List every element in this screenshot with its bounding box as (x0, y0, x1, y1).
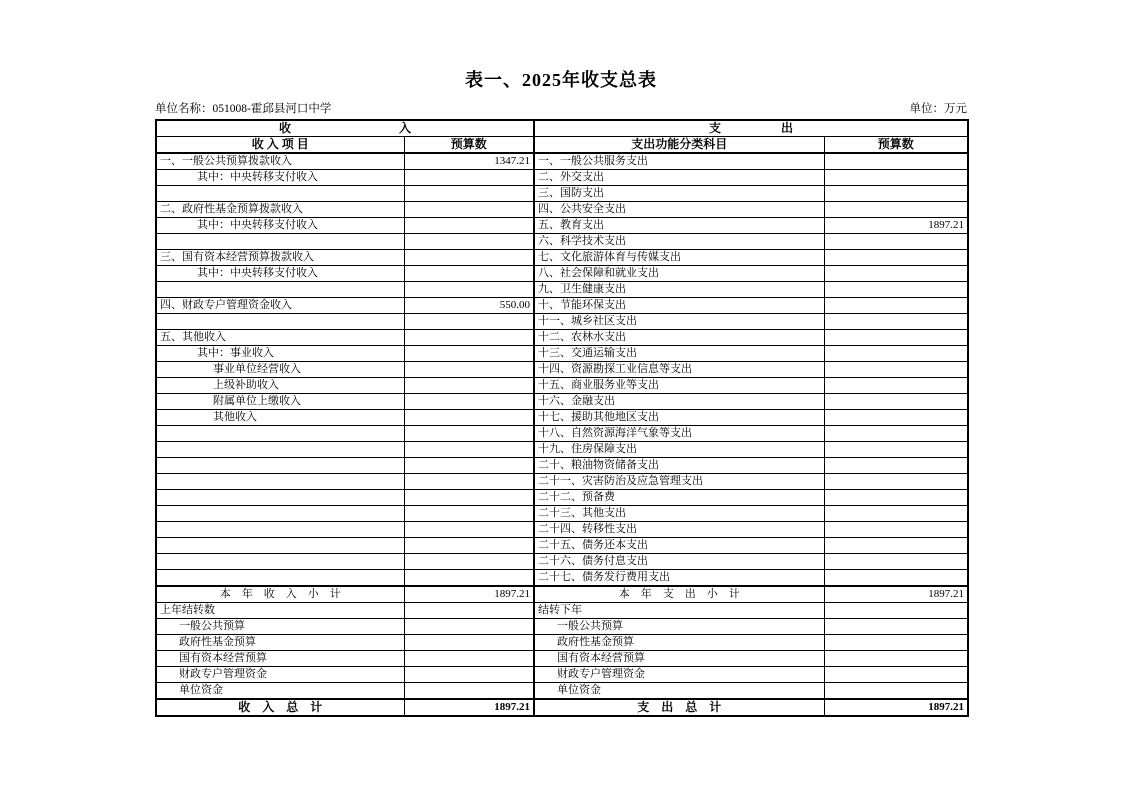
income-carryover-cell: 财政专户管理资金 (156, 667, 404, 683)
table-row (156, 170, 968, 186)
expense-item-cell: 二十七、债务发行费用支出 (534, 570, 824, 587)
income-budget-cell (404, 330, 534, 346)
expense-item-cell: 七、文化旅游体育与传媒支出 (534, 250, 824, 266)
expense-carryover-value (824, 683, 968, 700)
carryover-row (156, 635, 968, 651)
income-total-label: 收 入 总 计 (156, 699, 404, 716)
income-budget-cell (404, 234, 534, 250)
expense-item-cell: 二十五、债务还本支出 (534, 538, 824, 554)
table-row (156, 346, 968, 362)
income-item-cell (156, 314, 404, 330)
table-row (156, 442, 968, 458)
expense-item-cell: 十九、住房保障支出 (534, 442, 824, 458)
expense-item-header: 支出功能分类科目 (534, 137, 824, 154)
expense-carryover-cell: 一般公共预算 (534, 619, 824, 635)
expense-item-cell: 十四、资源勘探工业信息等支出 (534, 362, 824, 378)
expense-item-cell: 二十三、其他支出 (534, 506, 824, 522)
income-carryover-cell: 国有资本经营预算 (156, 651, 404, 667)
expense-subtotal-value: 1897.21 (824, 586, 968, 603)
table-row (156, 474, 968, 490)
income-item-cell: 其中：中央转移支付收入 (156, 266, 404, 282)
income-budget-cell (404, 410, 534, 426)
income-budget-cell (404, 394, 534, 410)
expense-item-cell: 二、外交支出 (534, 170, 824, 186)
income-item-cell (156, 570, 404, 587)
table-row (156, 330, 968, 346)
income-item-cell: 五、其他收入 (156, 330, 404, 346)
table-row (156, 538, 968, 554)
carryover-row (156, 667, 968, 683)
expense-item-cell: 二十六、债务付息支出 (534, 554, 824, 570)
income-carryover-value (404, 603, 534, 619)
table-row (156, 282, 968, 298)
expense-item-cell: 十七、援助其他地区支出 (534, 410, 824, 426)
income-item-cell (156, 458, 404, 474)
table-row (156, 554, 968, 570)
table-row (156, 266, 968, 282)
unit-name-label: 单位名称：051008-霍邱县河口中学 (155, 103, 332, 115)
income-budget-cell (404, 346, 534, 362)
income-item-cell: 一、一般公共预算拨款收入 (156, 153, 404, 170)
expense-budget-cell (824, 314, 968, 330)
income-item-cell (156, 186, 404, 202)
expense-budget-cell (824, 506, 968, 522)
expense-budget-cell (824, 250, 968, 266)
expense-budget-cell (824, 426, 968, 442)
carryover-row (156, 683, 968, 700)
expense-budget-cell (824, 346, 968, 362)
income-budget-cell (404, 506, 534, 522)
column-header-row (156, 137, 968, 154)
income-budget-cell: 550.00 (404, 298, 534, 314)
income-budget-cell (404, 362, 534, 378)
expense-item-cell: 十一、城乡社区支出 (534, 314, 824, 330)
expense-item-cell: 十二、农林水支出 (534, 330, 824, 346)
expense-item-cell: 十八、自然资源海洋气象等支出 (534, 426, 824, 442)
expense-budget-cell (824, 266, 968, 282)
income-budget-cell (404, 538, 534, 554)
expense-total-value: 1897.21 (824, 699, 968, 716)
income-item-cell (156, 474, 404, 490)
income-carryover-value (404, 635, 534, 651)
expense-budget-cell (824, 458, 968, 474)
expense-item-cell: 二十、粮油物资储备支出 (534, 458, 824, 474)
income-item-cell (156, 426, 404, 442)
table-row (156, 202, 968, 218)
income-item-cell (156, 538, 404, 554)
table-row (156, 522, 968, 538)
income-item-header: 收 入 项 目 (156, 137, 404, 154)
group-header-row (156, 120, 968, 137)
expense-budget-cell (824, 298, 968, 314)
expense-budget-cell (824, 153, 968, 170)
table-row (156, 314, 968, 330)
income-carryover-value (404, 667, 534, 683)
expense-budget-cell (824, 282, 968, 298)
table-row (156, 250, 968, 266)
income-budget-cell (404, 554, 534, 570)
income-item-cell: 事业单位经营收入 (156, 362, 404, 378)
expense-subtotal-label: 本 年 支 出 小 计 (534, 586, 824, 603)
table-row (156, 458, 968, 474)
income-carryover-value (404, 619, 534, 635)
table-row (156, 362, 968, 378)
table-row (156, 426, 968, 442)
table-row (156, 570, 968, 587)
expense-budget-cell (824, 362, 968, 378)
expense-item-cell: 三、国防支出 (534, 186, 824, 202)
expense-carryover-value (824, 651, 968, 667)
income-budget-cell (404, 458, 534, 474)
income-budget-cell (404, 570, 534, 587)
income-item-cell: 附属单位上缴收入 (156, 394, 404, 410)
income-item-cell (156, 490, 404, 506)
income-item-cell (156, 522, 404, 538)
income-budget-header: 预算数 (404, 137, 534, 154)
income-subtotal-label: 本 年 收 入 小 计 (156, 586, 404, 603)
income-item-cell: 三、国有资本经营预算拨款收入 (156, 250, 404, 266)
expense-budget-cell (824, 570, 968, 587)
table-row (156, 394, 968, 410)
expense-item-cell: 六、科学技术支出 (534, 234, 824, 250)
income-budget-cell (404, 378, 534, 394)
expense-item-cell: 二十四、转移性支出 (534, 522, 824, 538)
expense-item-cell: 九、卫生健康支出 (534, 282, 824, 298)
expense-carryover-cell: 政府性基金预算 (534, 635, 824, 651)
expense-item-cell: 十、节能环保支出 (534, 298, 824, 314)
expense-group-header: 支 出 (534, 120, 968, 137)
income-budget-cell (404, 170, 534, 186)
expense-carryover-cell: 单位资金 (534, 683, 824, 700)
income-item-cell (156, 442, 404, 458)
expense-item-cell: 二十二、预备费 (534, 490, 824, 506)
income-budget-cell (404, 218, 534, 234)
expense-budget-cell (824, 330, 968, 346)
carryover-row (156, 651, 968, 667)
income-item-cell: 四、财政专户管理资金收入 (156, 298, 404, 314)
table-row (156, 490, 968, 506)
income-item-cell: 其中：中央转移支付收入 (156, 170, 404, 186)
subtotal-body (156, 586, 968, 603)
expense-item-cell: 四、公共安全支出 (534, 202, 824, 218)
income-budget-cell (404, 266, 534, 282)
income-budget-cell (404, 442, 534, 458)
table-body (156, 153, 968, 586)
total-body (156, 699, 968, 716)
budget-summary-table (155, 119, 969, 717)
income-item-cell: 其中：事业收入 (156, 346, 404, 362)
expense-carryover-cell: 结转下年 (534, 603, 824, 619)
currency-unit-label: 单位：万元 (909, 103, 967, 115)
expense-budget-cell (824, 554, 968, 570)
meta-row (155, 99, 967, 116)
income-budget-cell (404, 490, 534, 506)
expense-item-cell: 二十一、灾害防治及应急管理支出 (534, 474, 824, 490)
expense-budget-cell (824, 474, 968, 490)
income-carryover-cell: 政府性基金预算 (156, 635, 404, 651)
expense-budget-header: 预算数 (824, 137, 968, 154)
expense-total-label: 支 出 总 计 (534, 699, 824, 716)
income-carryover-value (404, 651, 534, 667)
income-item-cell (156, 506, 404, 522)
table-row (156, 153, 968, 170)
expense-budget-cell (824, 522, 968, 538)
income-budget-cell (404, 282, 534, 298)
expense-item-cell: 十六、金融支出 (534, 394, 824, 410)
income-item-cell (156, 234, 404, 250)
subtotal-row (156, 586, 968, 603)
table-row (156, 218, 968, 234)
expense-budget-cell (824, 394, 968, 410)
income-carryover-cell: 上年结转数 (156, 603, 404, 619)
expense-budget-cell: 1897.21 (824, 218, 968, 234)
table-row (156, 298, 968, 314)
expense-budget-cell (824, 410, 968, 426)
expense-budget-cell (824, 170, 968, 186)
income-group-header: 收 入 (156, 120, 534, 137)
page-title: 表一、2025年收支总表 (465, 70, 657, 90)
expense-budget-cell (824, 442, 968, 458)
expense-carryover-cell: 国有资本经营预算 (534, 651, 824, 667)
expense-budget-cell (824, 538, 968, 554)
expense-item-cell: 十五、商业服务业等支出 (534, 378, 824, 394)
income-budget-cell: 1347.21 (404, 153, 534, 170)
carryover-body (156, 603, 968, 700)
expense-carryover-value (824, 603, 968, 619)
table-row (156, 234, 968, 250)
income-budget-cell (404, 474, 534, 490)
income-budget-cell (404, 250, 534, 266)
total-row (156, 699, 968, 716)
expense-carryover-value (824, 619, 968, 635)
expense-budget-cell (824, 234, 968, 250)
table-row (156, 378, 968, 394)
expense-carryover-cell: 财政专户管理资金 (534, 667, 824, 683)
expense-budget-cell (824, 202, 968, 218)
expense-budget-cell (824, 186, 968, 202)
income-carryover-value (404, 683, 534, 700)
expense-item-cell: 五、教育支出 (534, 218, 824, 234)
income-budget-cell (404, 522, 534, 538)
expense-budget-cell (824, 378, 968, 394)
income-budget-cell (404, 186, 534, 202)
income-subtotal-value: 1897.21 (404, 586, 534, 603)
table-row (156, 410, 968, 426)
income-budget-cell (404, 202, 534, 218)
income-item-cell: 其他收入 (156, 410, 404, 426)
table-row (156, 186, 968, 202)
carryover-row (156, 619, 968, 635)
income-budget-cell (404, 314, 534, 330)
expense-budget-cell (824, 490, 968, 506)
income-item-cell: 上级补助收入 (156, 378, 404, 394)
income-item-cell: 二、政府性基金预算拨款收入 (156, 202, 404, 218)
income-item-cell: 其中：中央转移支付收入 (156, 218, 404, 234)
carryover-row (156, 603, 968, 619)
expense-item-cell: 一、一般公共服务支出 (534, 153, 824, 170)
income-budget-cell (404, 426, 534, 442)
income-item-cell (156, 554, 404, 570)
expense-item-cell: 八、社会保障和就业支出 (534, 266, 824, 282)
expense-item-cell: 十三、交通运输支出 (534, 346, 824, 362)
income-carryover-cell: 一般公共预算 (156, 619, 404, 635)
income-carryover-cell: 单位资金 (156, 683, 404, 700)
income-item-cell (156, 282, 404, 298)
income-total-value: 1897.21 (404, 699, 534, 716)
expense-carryover-value (824, 667, 968, 683)
table-row (156, 506, 968, 522)
expense-carryover-value (824, 635, 968, 651)
